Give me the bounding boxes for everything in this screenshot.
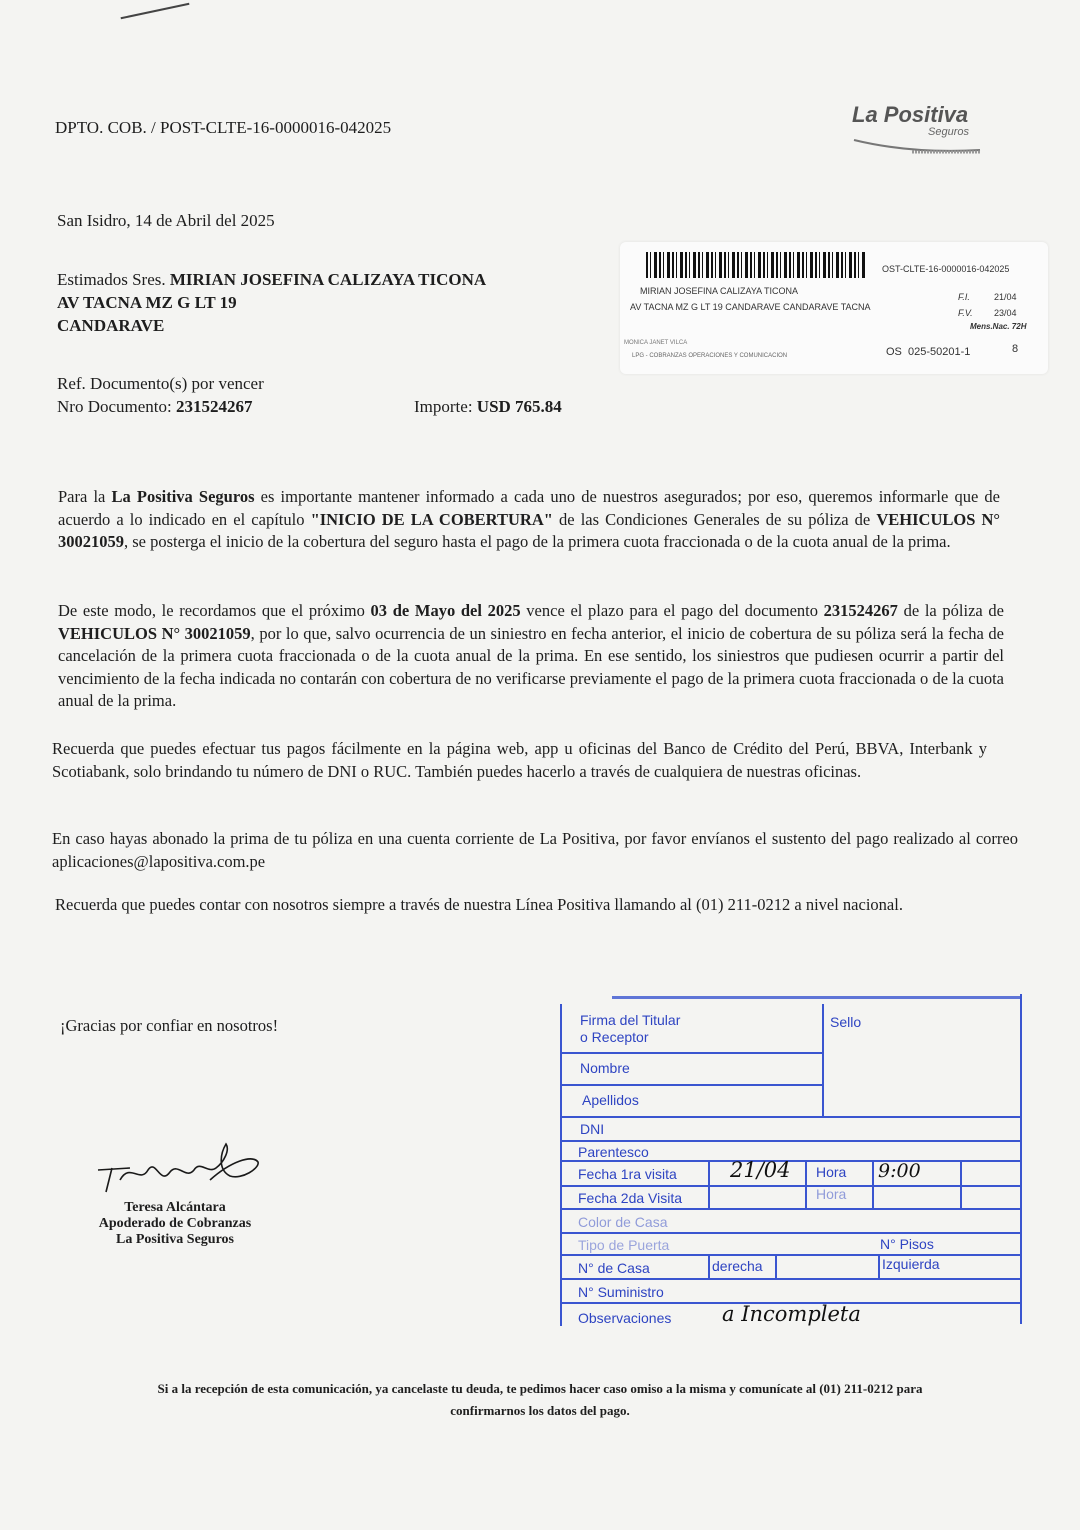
stamp-suministro: N° Suministro xyxy=(578,1284,664,1300)
p1-segment: de las Condiciones Generales de su póliza de xyxy=(552,509,877,529)
recipient-name: MIRIAN JOSEFINA CALIZAYA TICONA xyxy=(169,270,487,289)
label-fv-label: F.V. xyxy=(958,308,973,318)
paragraph-5: Recuerda que puedes contar con nosotros siempre a través de nuestra Línea Positiva llamando al (01) 211-0212 a nivel nacional. xyxy=(55,895,903,914)
p2-segment: de la póliza de xyxy=(897,601,1004,620)
stamp-parentesco: Parentesco xyxy=(578,1144,649,1160)
recipient-line xyxy=(57,270,486,290)
shipping-label xyxy=(620,242,1048,374)
stamp-firma: Firma del Titular xyxy=(580,1012,681,1028)
stamp-izquierda: Izquierda xyxy=(882,1256,940,1272)
logo-swoosh-icon xyxy=(852,136,982,158)
handwritten-observaciones: a Incompleta xyxy=(722,1302,861,1326)
signer-name: Teresa Alcántara xyxy=(124,1200,226,1215)
recipient-address: AV TACNA MZ G LT 19 xyxy=(57,293,237,312)
handwritten-fecha1: 21/04 xyxy=(730,1158,791,1182)
recipient-city: CANDARAVE xyxy=(57,316,165,335)
amount-value: USD 765.84 xyxy=(476,397,562,416)
stamp-color: Color de Casa xyxy=(578,1214,668,1230)
stamp-fecha2: Fecha 2da Visita xyxy=(578,1190,683,1206)
p1-segment: , se posterga el inicio de la cobertura del seguro hasta el pago de la primera cuota fraccionada o de la cuota anual de la prima. xyxy=(124,532,951,551)
p1-segment: La Positiva Seguros xyxy=(111,487,255,506)
stamp-nombre: Nombre xyxy=(580,1060,630,1076)
label-fv-value: 23/04 xyxy=(994,308,1017,318)
stamp-pisos: N° Pisos xyxy=(880,1236,934,1252)
ref-label: Ref. Documento(s) por vencer xyxy=(57,374,264,393)
stamp-fecha1: Fecha 1ra visita xyxy=(578,1166,677,1182)
salutation: Estimados Sres. xyxy=(57,270,166,289)
paragraph-2 xyxy=(58,600,1004,713)
reference-code: DPTO. COB. / POST-CLTE-16-0000016-042025 xyxy=(55,118,392,137)
stamp-tipo: Tipo de Puerta xyxy=(578,1237,670,1253)
label-name: MIRIAN JOSEFINA CALIZAYA TICONA xyxy=(640,286,799,296)
barcode-icon xyxy=(646,252,866,278)
stamp-hora1: Hora xyxy=(816,1164,847,1180)
company-logo xyxy=(852,102,992,162)
label-code: OST-CLTE-16-0000016-042025 xyxy=(882,264,1010,274)
footer-note xyxy=(60,1378,1020,1422)
stamp-num-casa: N° de Casa xyxy=(578,1260,650,1276)
signer-company: La Positiva Seguros xyxy=(116,1232,234,1247)
p2-segment: De este modo, le recordamos que el próximo xyxy=(58,601,371,620)
delivery-stamp xyxy=(560,990,1025,1330)
pen-mark xyxy=(121,3,190,20)
label-service: Mens.Nac. 72H xyxy=(970,322,1027,331)
logo-name: La Positiva xyxy=(852,102,969,127)
paragraph-3: Recuerda que puedes efectuar tus pagos fácilmente en la página web, app u oficinas del Banco de Crédito del Perú, BBVA, Interbank y Scotiabank, solo brindando tu número de DNI o RUC. También puedes hacerlo a través de cualquiera de nuestras oficinas. xyxy=(52,739,987,781)
stamp-hora2: Hora xyxy=(816,1186,847,1202)
stamp-derecha: derecha xyxy=(712,1258,763,1274)
thanks-line: ¡Gracias por confiar en nosotros! xyxy=(60,1016,279,1035)
label-os-num: 8 xyxy=(1012,343,1019,355)
p1-segment: Para la xyxy=(58,487,112,506)
footer-line-1: Si a la recepción de esta comunicación, ya cancelaste tu deuda, te pedimos hacer caso omiso a la misma y comunícate al (01) 211-0212 para xyxy=(157,1381,923,1396)
p2-segment: vence el plazo para el pago del documento xyxy=(520,601,824,620)
doc-label: Nro Documento: xyxy=(57,397,172,416)
amount-line xyxy=(414,397,562,417)
handwritten-hora1: 9:00 xyxy=(878,1160,921,1182)
label-os-label: OS xyxy=(886,346,902,358)
paragraph-4: En caso hayas abonado la prima de tu póliza en una cuenta corriente de La Positiva, por favor envíanos el sustento del pago realizado al correo aplicaciones@lapositiva.com.pe xyxy=(52,829,1018,871)
signature-block xyxy=(60,1200,290,1248)
p2-segment: 03 de Mayo del 2025 xyxy=(370,601,521,620)
stamp-observaciones: Observaciones xyxy=(578,1310,672,1326)
place-date: San Isidro, 14 de Abril del 2025 xyxy=(57,211,275,230)
p1-segment: VEHICULOS N° 30021059 xyxy=(58,509,1001,551)
p2-segment: , por lo que, salvo ocurrencia de un siniestro en fecha anterior, el inicio de cobertura de su póliza será la fecha de cancelación de la primera cuota fraccionada o de la cuota anual de la prima. En ese sentido, los siniestros que pudiesen ocurrir a partir del vencimiento de la fecha indicada no contarán con cobertura de no verificarse previamente el pago de la primera cuota fraccionada o de la cuota anual de la prima. xyxy=(58,623,1004,710)
p1-segment: "INICIO DE LA COBERTURA" xyxy=(310,509,553,529)
label-os-code: 025-50201-1 xyxy=(908,346,971,358)
label-address: AV TACNA MZ G LT 19 CANDARAVE CANDARAVE TACNA xyxy=(630,302,871,312)
p2-segment: VEHICULOS N° 30021059 xyxy=(58,623,251,643)
footer-line-2: confirmarnos los datos del pago. xyxy=(450,1403,630,1418)
paragraph-1 xyxy=(58,486,1000,554)
label-dept: LPG - COBRANZAS OPERACIONES Y COMUNICACION xyxy=(632,353,788,359)
label-agent: MONICA JANET VILCA xyxy=(624,340,688,346)
document-line xyxy=(57,397,252,417)
label-fi-value: 21/04 xyxy=(994,292,1017,302)
signature-icon xyxy=(90,1140,270,1198)
p2-segment: 231524267 xyxy=(823,601,898,620)
stamp-receptor: o Receptor xyxy=(580,1029,649,1045)
label-fi-label: F.I. xyxy=(958,292,970,302)
stamp-sello: Sello xyxy=(830,1014,862,1030)
p1-segment: es importante mantener informado a cada uno de nuestros asegurados; por eso, queremos informarle que de acuerdo a lo indicado en el capítulo xyxy=(58,487,1000,529)
doc-number: 231524267 xyxy=(175,397,253,416)
logo-sub: Seguros xyxy=(928,126,969,138)
amount-label: Importe: xyxy=(414,397,473,416)
stamp-dni: DNI xyxy=(580,1121,605,1137)
signer-role: Apoderado de Cobranzas xyxy=(98,1216,252,1231)
stamp-apellidos: Apellidos xyxy=(582,1092,639,1108)
